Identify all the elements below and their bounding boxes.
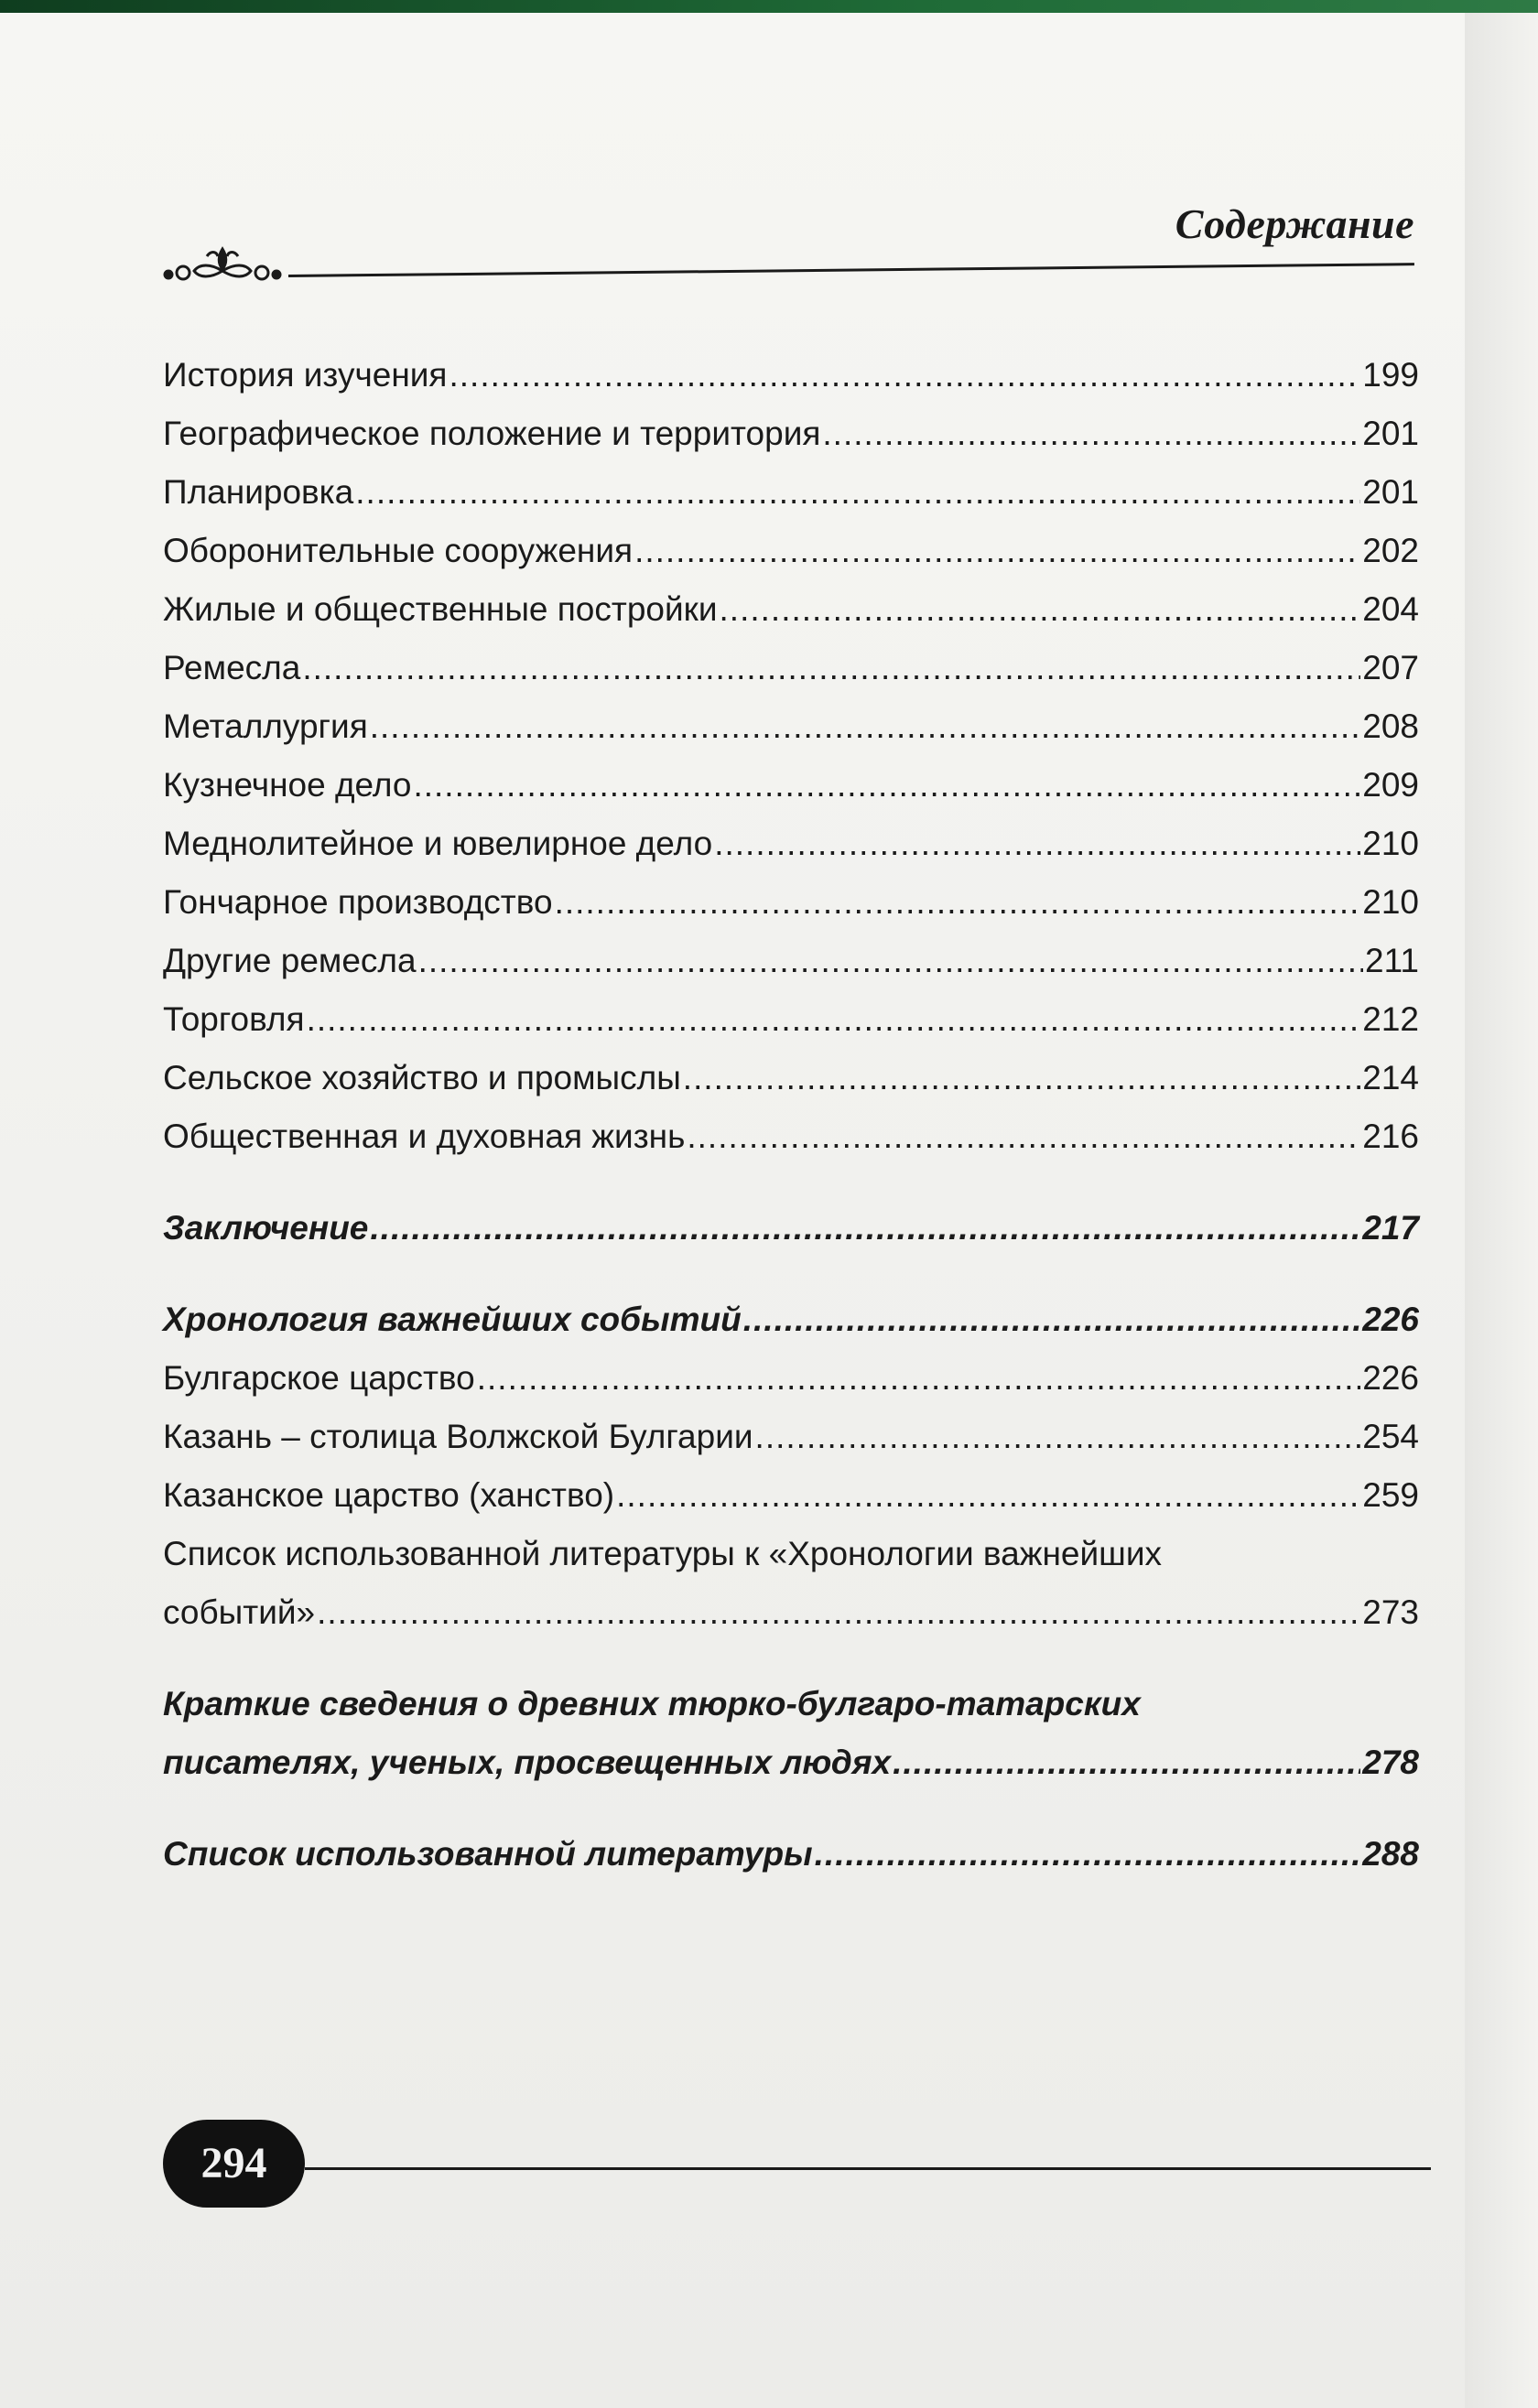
toc-entry-page: 211 xyxy=(1365,942,1419,979)
dot-leader xyxy=(370,697,1361,756)
toc-entry-label: Планировка xyxy=(163,473,354,511)
toc-entry-label: Торговля xyxy=(163,1000,305,1038)
toc-entry-continuation xyxy=(163,1583,1419,1642)
dot-leader xyxy=(687,1107,1360,1166)
dot-leader xyxy=(418,932,1363,990)
toc-section-page: 217 xyxy=(1362,1209,1419,1247)
toc-entry xyxy=(163,1107,1419,1166)
dot-leader xyxy=(449,346,1360,405)
table-of-contents xyxy=(163,346,1419,1884)
toc-entry-page: 201 xyxy=(1362,473,1419,511)
toc-entry xyxy=(163,463,1419,522)
page-number-badge: 294 xyxy=(163,2120,305,2208)
toc-entry-page: 212 xyxy=(1362,1000,1419,1038)
dot-leader xyxy=(822,405,1360,463)
toc-entry-label-line1: Список использованной литературы к «Хронологии важнейших xyxy=(163,1535,1163,1572)
toc-entry-label: Металлургия xyxy=(163,707,368,745)
toc-entry-label: Оборонительные сооружения xyxy=(163,532,634,569)
dot-leader xyxy=(893,1733,1360,1792)
toc-entry-page: 214 xyxy=(1362,1059,1419,1096)
toc-entry xyxy=(163,990,1419,1049)
dot-leader xyxy=(317,1583,1360,1642)
toc-section-page: 288 xyxy=(1362,1835,1419,1873)
toc-entry xyxy=(163,873,1419,932)
toc-entry-label-line2: событий» xyxy=(163,1593,316,1631)
toc-entry-page: 216 xyxy=(1362,1118,1419,1155)
dot-leader xyxy=(714,815,1360,873)
dot-leader xyxy=(413,756,1360,815)
dot-leader xyxy=(634,522,1360,580)
toc-section-bibliography xyxy=(163,1825,1419,1884)
toc-entry-page: 209 xyxy=(1362,766,1419,804)
toc-entry-page: 210 xyxy=(1362,883,1419,921)
dot-leader xyxy=(555,873,1361,932)
toc-entry-page: 210 xyxy=(1362,825,1419,862)
toc-entry-label: Географическое положение и территория xyxy=(163,415,821,452)
toc-section-page: 226 xyxy=(1362,1301,1419,1338)
toc-entry xyxy=(163,697,1419,756)
dot-leader xyxy=(307,990,1361,1049)
toc-entry xyxy=(163,405,1419,463)
toc-entry-page: 202 xyxy=(1362,532,1419,569)
toc-entry xyxy=(163,932,1419,990)
toc-entry-label: Булгарское царство xyxy=(163,1359,475,1397)
toc-entry-label: Гончарное производство xyxy=(163,883,553,921)
dot-leader xyxy=(815,1825,1361,1884)
toc-section-label: Заключение xyxy=(163,1209,369,1247)
dot-leader xyxy=(720,580,1361,639)
toc-section-label-line1: Краткие сведения о древних тюрко-булгаро-татарских xyxy=(163,1685,1141,1722)
toc-entry xyxy=(163,1466,1419,1525)
toc-entry-label: Общественная и духовная жизнь xyxy=(163,1118,686,1155)
dot-leader xyxy=(743,1290,1361,1349)
toc-entry-references xyxy=(163,1525,1419,1642)
dot-leader xyxy=(370,1199,1360,1258)
toc-entry-page: 207 xyxy=(1362,649,1419,686)
toc-entry xyxy=(163,815,1419,873)
toc-entry xyxy=(163,639,1419,697)
dot-leader xyxy=(355,463,1360,522)
toc-entry-page: 199 xyxy=(1362,356,1419,394)
dot-leader xyxy=(755,1408,1361,1466)
book-cover-edge xyxy=(0,0,1538,13)
toc-entry xyxy=(163,1349,1419,1408)
toc-entry-page: 254 xyxy=(1362,1418,1419,1455)
toc-entry-label: Ремесла xyxy=(163,649,301,686)
toc-entry-label: Казань – столица Волжской Булгарии xyxy=(163,1418,753,1455)
toc-section-conclusion xyxy=(163,1199,1419,1258)
dot-leader xyxy=(302,639,1360,697)
page-edge xyxy=(1465,13,1538,2408)
toc-entry-label: Кузнечное дело xyxy=(163,766,412,804)
toc-entry-label: Меднолитейное и ювелирное дело xyxy=(163,825,713,862)
toc-entry-label: Сельское хозяйство и промыслы xyxy=(163,1059,681,1096)
footer-rule xyxy=(305,2167,1431,2170)
toc-section-writers xyxy=(163,1675,1419,1792)
toc-entry-page: 226 xyxy=(1362,1359,1419,1397)
dot-leader xyxy=(683,1049,1360,1107)
toc-entry-page: 273 xyxy=(1362,1593,1419,1631)
toc-section-page: 278 xyxy=(1362,1744,1419,1781)
toc-entry-label: Казанское царство (ханство) xyxy=(163,1476,615,1514)
ornament-icon xyxy=(163,236,282,291)
toc-entry xyxy=(163,756,1419,815)
toc-section-label: Список использованной литературы xyxy=(163,1835,813,1873)
toc-entry-label: История изучения xyxy=(163,356,448,394)
toc-section-chronology xyxy=(163,1290,1419,1349)
toc-entry-label: Жилые и общественные постройки xyxy=(163,590,718,628)
toc-section-label: Хронология важнейших событий xyxy=(163,1301,742,1338)
dot-leader xyxy=(616,1466,1360,1525)
toc-entry-label: Другие ремесла xyxy=(163,942,417,979)
toc-entry-page: 259 xyxy=(1362,1476,1419,1514)
running-header-title: Содержание xyxy=(1175,200,1414,247)
toc-entry xyxy=(163,1049,1419,1107)
dot-leader xyxy=(477,1349,1361,1408)
toc-entry xyxy=(163,522,1419,580)
toc-entry xyxy=(163,580,1419,639)
toc-section-continuation xyxy=(163,1733,1419,1792)
toc-entry xyxy=(163,1408,1419,1466)
toc-entry xyxy=(163,346,1419,405)
toc-entry-page: 201 xyxy=(1362,415,1419,452)
toc-entry-page: 204 xyxy=(1362,590,1419,628)
toc-section-label-line2: писателях, ученых, просвещенных людях xyxy=(163,1744,892,1781)
toc-entry-page: 208 xyxy=(1362,707,1419,745)
